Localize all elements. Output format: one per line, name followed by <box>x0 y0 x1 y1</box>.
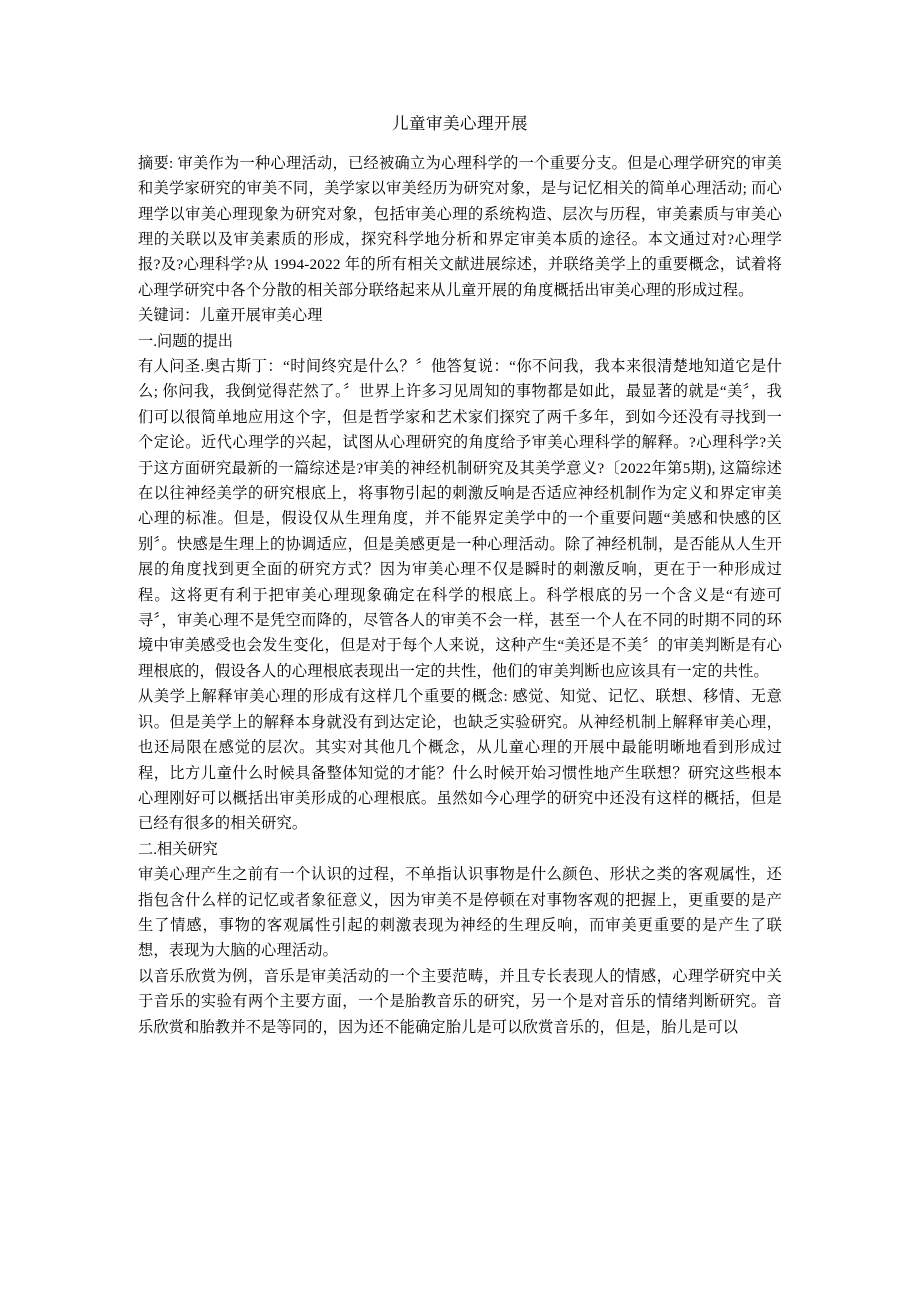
body-paragraph-1: 有人问圣.奥古斯丁：“时间终究是什么？〞他答复说：“你不问我，我本来很清楚地知道它是什么; 你问我，我倒觉得茫然了。〞世界上许多习见周知的事物都是如此，最显著的就是“美〞，我们可以很简单地应用这个字，但是哲学家和艺术家们探究了两千多年，到如今还没有寻找到一个定论。近代心理学的兴起，试图从心理研究的角度给予审美心理科学的解释。?心理科学?关于这方面研究最新的一篇综述是?审美的神经机制研究及其美学意义?〔2022年第5期), 这篇综述在以往神经美学的研究根底上，将事物引起的刺激反响是否适应神经机制作为定义和界定审美心理的标准。但是，假设仅从生理角度，并不能界定美学中的一个重要问题“美感和快感的区别〞。快感是生理上的协调适应，但是美感更是一种心理活动。除了神经机制，是否能从人生开展的角度找到更全面的研究方式？因为审美心理不仅是瞬时的刺激反响，更在于一种形成过程。这将更有利于把审美心理现象确定在科学的根底上。科学根底的另一个含义是“有迹可寻〞，审美心理不是凭空而降的，尽管各人的审美不会一样，甚至一个人在不同的时期不同的环境中审美感受也会发生变化，但是对于每个人来说，这种产生“美还是不美〞的审美判断是有心理根底的，假设各人的心理根底表现出一定的共性，他们的审美判断也应该具有一定的共性。 <box>138 358 782 680</box>
abstract-paragraph: 摘要: 审美作为一种心理活动，已经被确立为心理科学的一个重要分支。但是心理学研究的审美和美学家研究的审美不同，美学家以审美经历为研究对象，是与记忆相关的简单心理活动; 而心理学以审美心理现象为研究对象，包括审美心理的系统构造、层次与历程，审美素质与审美心理的关联以及审美素质的形成，探究科学地分析和界定审美本质的途径。本文通过对?心理学报?及?心理科学?从 1994-2022 年的所有相关文献进展综述，并联络美学上的重要概念，试着将心理学研究中各个分散的相关部分联络起来从儿童开展的角度概括出审美心理的形成过程。 <box>138 154 782 299</box>
body-paragraph-4: 以音乐欣赏为例，音乐是审美活动的一个主要范畴，并且专长表现人的情感，心理学研究中关于音乐的实验有两个主要方面，一个是胎教音乐的研究，另一个是对音乐的情绪判断研究。音乐欣赏和胎教并不是等同的，因为还不能确定胎儿是可以欣赏音乐的，但是，胎儿是可以 <box>138 967 782 1036</box>
keywords-paragraph: 关键词：儿童开展审美心理 <box>138 307 323 325</box>
page-title: 儿童审美心理开展 <box>392 114 528 133</box>
body-paragraph-3: 审美心理产生之前有一个认识的过程，不单指认识事物是什么颜色、形状之类的客观属性，还指包含什么样的记忆或者象征意义，因为审美不是停顿在对事物客观的把握上，更重要的是产生了情感，事物的客观属性引起的刺激表现为神经的生理反响，而审美更重要的是产生了联想，表现为大脑的心理活动。 <box>138 866 782 960</box>
body-paragraph-2: 从美学上解释审美心理的形成有这样几个重要的概念: 感觉、知觉、记忆、联想、移情、无意识。但是美学上的解释本身就没有到达定论，也缺乏实验研究。从神经机制上解释审美心理，也还局限在感觉的层次。其实对其他几个概念，从儿童心理的开展中最能明晰地看到形成过程，比方儿童什么时候具备整体知觉的才能？什么时候开始习惯性地产生联想？研究这些根本心理刚好可以概括出审美形成的心理根底。虽然如今心理学的研究中还没有这样的概括，但是已经有很多的相关研究。 <box>138 688 782 833</box>
section-heading-1: 一.问题的提出 <box>138 332 233 350</box>
section-heading-2: 二.相关研究 <box>138 840 218 858</box>
